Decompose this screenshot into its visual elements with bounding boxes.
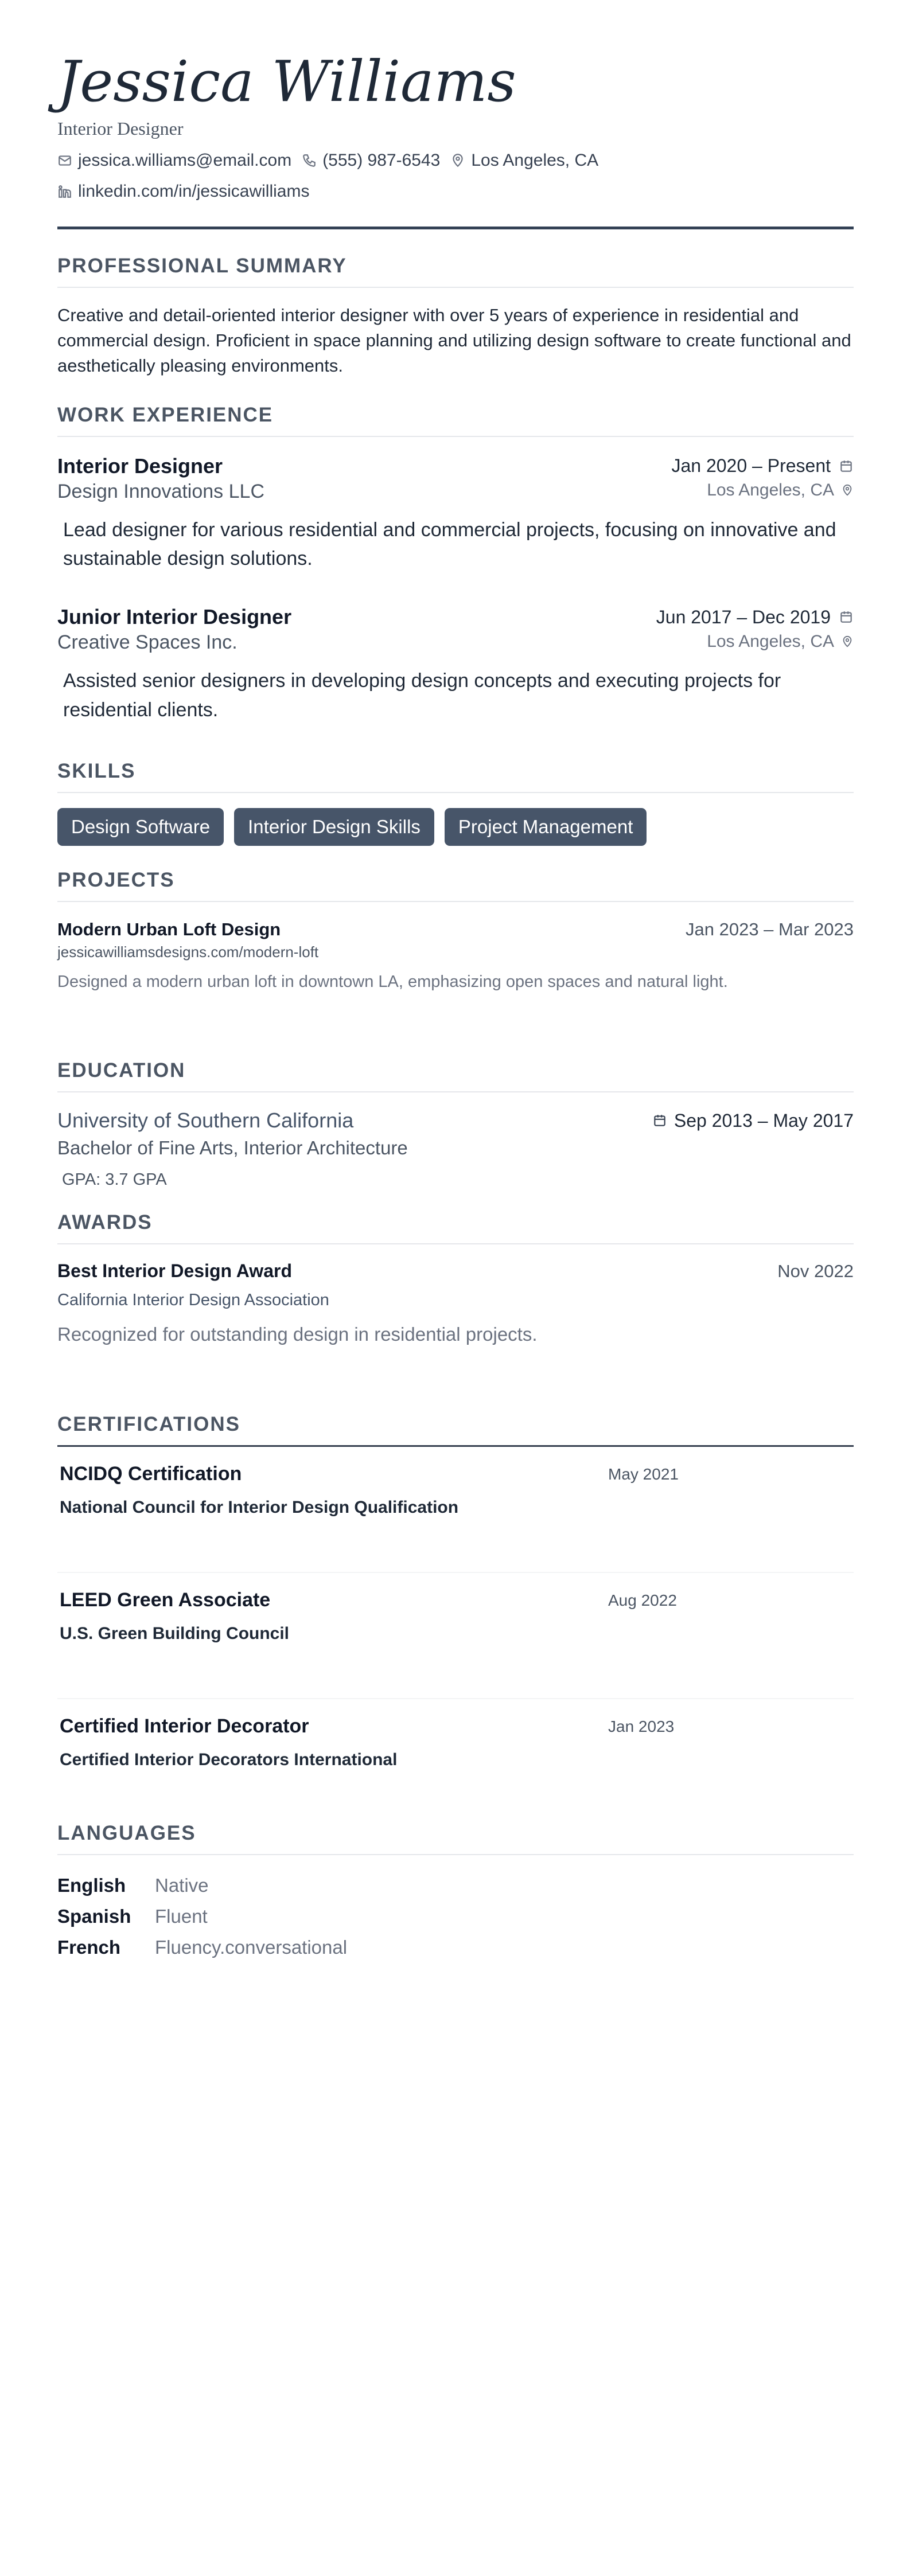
language-name: Spanish	[57, 1906, 131, 1927]
certification-date: Aug 2022	[608, 1591, 677, 1610]
award-title: Best Interior Design Award	[57, 1260, 292, 1282]
job-date	[671, 455, 854, 477]
summary-heading: PROFESSIONAL SUMMARY	[57, 254, 347, 277]
job-company: Creative Spaces Inc.	[57, 631, 238, 654]
map-pin-icon	[450, 153, 465, 168]
language-row	[57, 1932, 854, 1963]
job-header-row	[57, 454, 854, 478]
projects-section	[57, 869, 854, 992]
awards-heading: AWARDS	[57, 1211, 153, 1234]
map-pin-icon	[841, 635, 854, 648]
linkedin-text: linkedin.com/in/jessicawilliams	[78, 181, 310, 201]
contact-phone[interactable]	[302, 151, 440, 170]
education-entry	[57, 1109, 854, 1189]
section-divider	[57, 287, 854, 288]
summary-text: Creative and detail-oriented interior designer with over 5 years of experience in residential and commercial design. Proficient in space planning and utilizing design software to create functional and aesthetically pleasing environments.	[57, 305, 851, 376]
certification-list	[57, 1447, 854, 1825]
certification-organization: National Council for Interior Design Qualification	[60, 1498, 459, 1517]
phone-icon	[302, 153, 317, 168]
skills-section	[57, 760, 854, 846]
language-list	[57, 1870, 854, 1963]
resume-header	[57, 0, 854, 229]
award-description: Recognized for outstanding design in residential projects.	[57, 1324, 538, 1345]
job-title: Junior Interior Designer	[57, 605, 292, 629]
contact-linkedin[interactable]	[57, 182, 309, 201]
education-date-text: Sep 2013 – May 2017	[673, 1110, 854, 1131]
job-location	[707, 481, 854, 500]
language-name: English	[57, 1875, 126, 1896]
project-name: Modern Urban Loft Design	[57, 919, 281, 940]
job-title: Interior Designer	[57, 454, 223, 478]
contact-email[interactable]	[57, 151, 291, 170]
phone-text: (555) 987-6543	[322, 150, 441, 170]
header-divider	[57, 227, 854, 229]
languages-heading: LANGUAGES	[57, 1822, 196, 1845]
job-description: Lead designer for various residential and commercial projects, focusing on innovative and sustainable design solutions.	[63, 518, 836, 570]
education-heading: EDUCATION	[57, 1059, 186, 1082]
certifications-section	[57, 1413, 854, 1825]
job-entry	[57, 454, 854, 573]
project-description: Designed a modern urban loft in downtown LA, emphasizing open spaces and natural light.	[57, 973, 728, 992]
mail-icon	[57, 153, 72, 168]
summary-section	[57, 255, 854, 378]
education-header-row	[57, 1109, 854, 1133]
section-divider	[57, 901, 854, 902]
job-location	[707, 632, 854, 651]
job-date	[656, 607, 854, 628]
project-date: Jan 2023 – Mar 2023	[686, 919, 854, 940]
skill-tag: Design Software	[57, 808, 224, 846]
language-level: Fluency.conversational	[155, 1937, 348, 1958]
job-header-row	[57, 605, 854, 629]
award-date: Nov 2022	[777, 1260, 854, 1281]
gpa-value: 3.7 GPA	[105, 1170, 167, 1189]
certification-organization: Certified Interior Decorators International	[60, 1750, 398, 1770]
section-divider	[57, 436, 854, 437]
calendar-icon	[839, 610, 854, 625]
project-url[interactable]: jessicawilliamsdesigns.com/modern-loft	[57, 943, 319, 961]
award-header-row	[57, 1260, 854, 1282]
job-entry	[57, 605, 854, 724]
certification-entry	[57, 1699, 854, 1825]
certifications-heading: CERTIFICATIONS	[57, 1413, 241, 1436]
job-location-text: Los Angeles, CA	[707, 631, 834, 651]
calendar-icon	[839, 459, 854, 474]
education-section	[57, 1059, 854, 1189]
award-organization: California Interior Design Association	[57, 1291, 329, 1310]
awards-section	[57, 1211, 854, 1345]
job-subheader-row	[57, 478, 854, 503]
candidate-title: Interior Designer	[57, 118, 184, 139]
certification-date: May 2021	[608, 1465, 679, 1484]
section-divider	[57, 1854, 854, 1855]
job-company: Design Innovations LLC	[57, 480, 265, 502]
certification-name: Certified Interior Decorator	[60, 1715, 309, 1738]
contact-row-primary	[57, 151, 854, 170]
award-entry	[57, 1260, 854, 1345]
section-divider	[57, 1243, 854, 1244]
project-entry	[57, 919, 854, 992]
skill-tag: Project Management	[445, 808, 647, 846]
linkedin-icon	[57, 184, 72, 199]
job-date-text: Jun 2017 – Dec 2019	[656, 606, 831, 627]
certification-name: NCIDQ Certification	[60, 1463, 242, 1485]
contact-row-secondary	[57, 182, 854, 201]
language-name: French	[57, 1937, 121, 1958]
certification-entry	[57, 1447, 854, 1573]
education-date	[652, 1110, 854, 1131]
education-degree: Bachelor of Fine Arts, Interior Architecture	[57, 1137, 408, 1159]
section-divider	[57, 792, 854, 793]
job-date-text: Jan 2020 – Present	[671, 455, 831, 477]
language-row	[57, 1901, 854, 1932]
experience-heading: WORK EXPERIENCE	[57, 403, 274, 426]
languages-section	[57, 1822, 854, 1963]
certification-entry	[57, 1573, 854, 1699]
location-text: Los Angeles, CA	[471, 150, 599, 170]
projects-heading: PROJECTS	[57, 869, 175, 892]
section-divider	[57, 1091, 854, 1092]
language-level: Fluent	[155, 1906, 208, 1927]
project-header-row	[57, 919, 854, 940]
candidate-name: Jessica Williams	[57, 49, 516, 115]
gpa-label: GPA:	[62, 1170, 101, 1189]
skills-heading: SKILLS	[57, 760, 136, 783]
job-description: Assisted senior designers in developing design concepts and executing projects for residential clients.	[63, 670, 781, 721]
experience-section	[57, 404, 854, 724]
language-level: Native	[155, 1875, 209, 1896]
education-gpa	[57, 1170, 854, 1189]
job-location-text: Los Angeles, CA	[707, 481, 834, 500]
skill-tag: Interior Design Skills	[234, 808, 434, 846]
map-pin-icon	[841, 484, 854, 497]
certification-name: LEED Green Associate	[60, 1589, 271, 1611]
email-text: jessica.williams@email.com	[78, 150, 292, 170]
calendar-icon	[652, 1113, 667, 1128]
certification-date: Jan 2023	[608, 1718, 675, 1736]
contact-location	[450, 151, 598, 170]
job-subheader-row	[57, 629, 854, 654]
language-row	[57, 1870, 854, 1901]
certification-organization: U.S. Green Building Council	[60, 1624, 290, 1644]
education-school: University of Southern California	[57, 1109, 354, 1133]
skill-tag-list	[57, 808, 854, 846]
